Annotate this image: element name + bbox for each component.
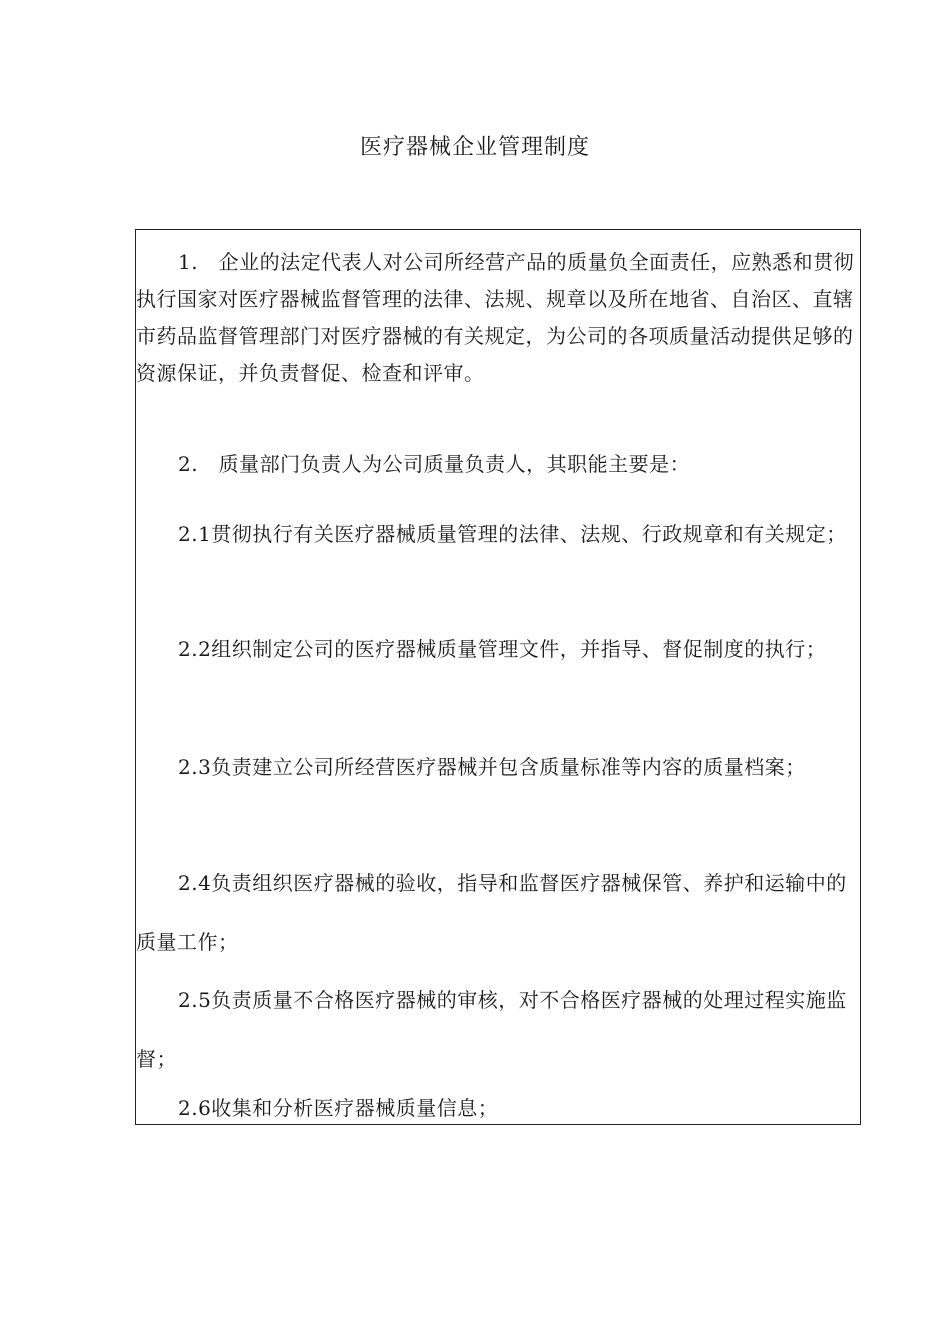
document-title: 医疗器械企业管理制度 bbox=[359, 135, 590, 160]
paragraph-2-1: 2.1贯彻执行有关医疗器械质量管理的法律、法规、行政规章和有关规定； bbox=[178, 522, 847, 546]
paragraph-2-2: 2.2组织制定公司的医疗器械质量管理文件，并指导、督促制度的执行； bbox=[178, 637, 827, 661]
paragraph-1: 1. 企业的法定代表人对公司所经营产品的质量负全面责任，应熟悉和贯彻执行国家对医疗器械监督管理的法律、法规、规章以及所在地省、自治区、直辖市药品监督管理部门对医疗器械的有关规定，为公司的各项质量活动提供足够的资源保证，并负责督促、检查和评审。 bbox=[136, 250, 855, 385]
paragraph-2-5: 2.5负责质量不合格医疗器械的审核，对不合格医疗器械的处理过程实施监督； bbox=[136, 988, 847, 1071]
paragraph-2: 2. 质量部门负责人为公司质量负责人，其职能主要是： bbox=[178, 452, 691, 476]
paragraph-2-4: 2.4负责组织医疗器械的验收，指导和监督医疗器械保管、养护和运输中的质量工作； bbox=[136, 871, 847, 954]
paragraph-2-6: 2.6收集和分析医疗器械质量信息； bbox=[178, 1096, 499, 1120]
content-box bbox=[135, 229, 861, 1125]
paragraph-2-3: 2.3负责建立公司所经营医疗器械并包含质量标准等内容的质量档案； bbox=[178, 755, 806, 779]
